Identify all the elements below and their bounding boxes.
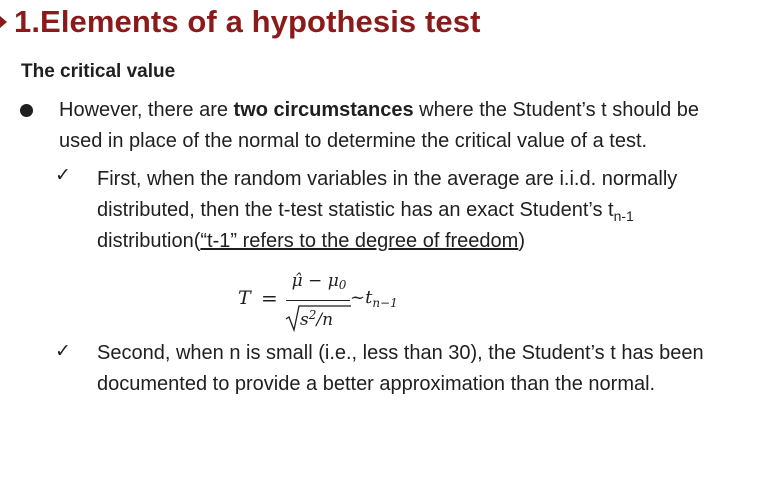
formula-numerator-sub: 0	[338, 278, 347, 292]
formula-numerator-text: μ̂ − μ	[291, 271, 339, 291]
section-subheading: The critical value	[21, 61, 176, 82]
main-bullet-line-1-post: where the Student’s t should be	[413, 99, 699, 121]
formula-distribution	[350, 287, 398, 310]
sub-bullet-first-line-2	[97, 195, 767, 226]
main-bullet-emphasis: two circumstances	[233, 99, 414, 121]
sub-bullet-second	[97, 338, 767, 400]
main-bullet-line-1-pre: However, there are	[59, 99, 234, 121]
formula-equals: =	[261, 286, 278, 310]
formula-tail-sub: n−1	[372, 296, 398, 310]
main-bullet-line-2: used in place of the normal to determine the critical value of a test.	[59, 130, 648, 152]
formula-lhs: T	[238, 287, 251, 309]
main-bullet-text	[59, 95, 764, 157]
main-bullet-line-1	[59, 95, 764, 126]
sub-bullet-second-line-1: Second, when n is small (i.e., less than 30), the Student’s t has been	[97, 342, 704, 364]
formula-denominator-s: s	[300, 310, 309, 330]
formula-denominator-sup: 2	[308, 308, 317, 322]
sub-bullet-second-line-2: documented to provide a better approximation than the normal.	[97, 373, 656, 395]
formula-denominator-tail: /n	[316, 310, 334, 330]
formula-numerator	[290, 271, 348, 292]
fraction-bar	[286, 300, 350, 301]
checkmark-icon: ✓	[55, 164, 71, 186]
formula-denominator-text	[300, 308, 333, 330]
t-subscript: n-1	[613, 208, 634, 224]
formula-tail-text: ~t	[350, 287, 373, 308]
sub-bullet-first-line-2-text: distributed, then the t-test statistic has an exact Student’s t	[97, 199, 614, 221]
sub-bullet-first-line-3-post: )	[518, 230, 525, 252]
slide-title: 1.Elements of a hypothesis test	[14, 4, 481, 39]
title-row	[0, 2, 481, 42]
sub-bullet-first-line-3-pre: distribution(	[97, 230, 201, 252]
checkmark-icon: ✓	[55, 340, 71, 362]
filled-circle-icon	[20, 104, 33, 117]
sub-bullet-first-line-3	[97, 226, 767, 257]
triangle-right-icon	[0, 16, 7, 28]
degree-of-freedom-note: “t-1” refers to the degree of freedom	[200, 230, 519, 252]
sub-bullet-first	[97, 164, 767, 257]
sub-bullet-first-line-1: First, when the random variables in the average are i.i.d. normally	[97, 168, 678, 190]
formula-denominator	[285, 304, 351, 332]
